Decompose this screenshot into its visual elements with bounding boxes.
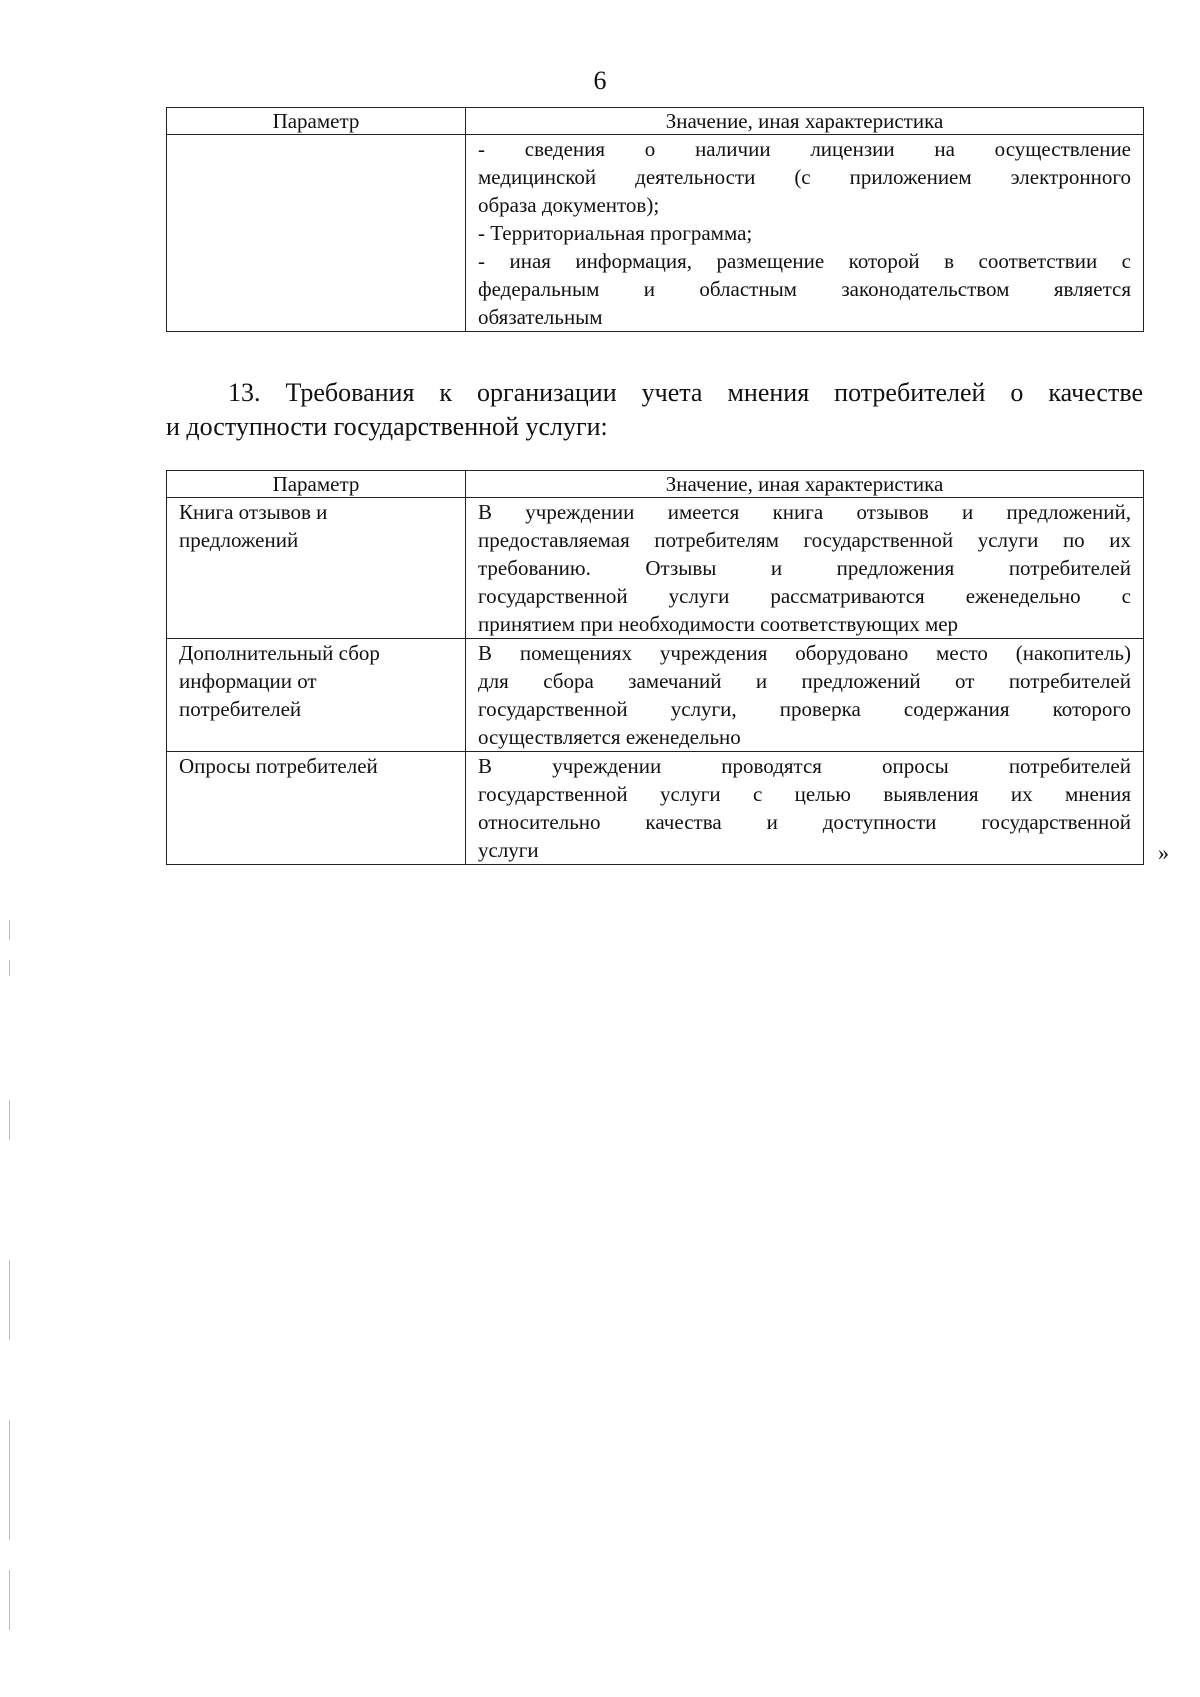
value-line: государственной услуги с целью выявления их мнения [478, 782, 1131, 806]
value-cell [466, 752, 1144, 865]
param-cell [167, 135, 466, 332]
value-line: - сведения о наличии лицензии на осуществление [478, 137, 1131, 161]
page-number: 6 [593, 66, 607, 95]
param-line: потребителей [179, 697, 302, 721]
table-row [167, 135, 1144, 332]
scan-artifact [9, 1420, 10, 1540]
param-line: Дополнительный сбор [179, 641, 380, 665]
value-line: медицинской деятельности (с приложением электронного [478, 165, 1131, 189]
header-value: Значение, иная характеристика [466, 108, 1144, 135]
value-line: относительно качества и доступности государственной [478, 810, 1131, 834]
value-cell [466, 639, 1144, 752]
value-line: государственной услуги, проверка содержания которого [478, 697, 1131, 721]
table-row [167, 639, 1144, 752]
header-parameter: Параметр [167, 471, 466, 498]
value-cell [466, 135, 1144, 332]
scan-artifact [9, 1260, 10, 1340]
value-line: предоставляемая потребителям государственной услуги по их [478, 528, 1131, 552]
param-cell [167, 639, 466, 752]
value-line: образа документов); [478, 193, 660, 217]
scan-artifact [9, 960, 10, 976]
table-row [167, 752, 1144, 865]
value-line: обязательным [478, 305, 603, 329]
param-cell [167, 498, 466, 639]
value-line: В учреждении имеется книга отзывов и предложений, [478, 500, 1131, 524]
table-row [167, 498, 1144, 639]
value-line: - иная информация, размещение которой в соответствии с [478, 249, 1131, 273]
parameters-table-continued [166, 107, 1144, 332]
value-line: для сбора замечаний и предложений от потребителей [478, 669, 1131, 693]
param-line: Опросы потребителей [179, 754, 378, 778]
value-line: В помещениях учреждения оборудовано место (накопитель) [478, 641, 1131, 665]
value-line: государственной услуги рассматриваются еженедельно с [478, 584, 1131, 608]
scan-artifact [9, 1570, 10, 1630]
value-line: В учреждении проводятся опросы потребителей [478, 754, 1131, 778]
value-line: - Территориальная программа; [478, 221, 753, 245]
param-cell [167, 752, 466, 865]
header-value: Значение, иная характеристика [466, 471, 1144, 498]
value-line: принятием при необходимости соответствующих мер [478, 612, 959, 636]
scan-artifact [9, 920, 10, 940]
closing-quote: » [1158, 840, 1169, 865]
header-parameter: Параметр [167, 108, 466, 135]
table-header-row [167, 471, 1144, 498]
table-header-row [167, 108, 1144, 135]
value-line: федеральным и областным законодательством является [478, 277, 1131, 301]
param-line: предложений [179, 528, 299, 552]
param-line: информации от [179, 669, 317, 693]
param-line: Книга отзывов и [179, 500, 328, 524]
section-13-heading [166, 376, 1143, 444]
scan-artifact [9, 1100, 10, 1140]
value-cell [466, 498, 1144, 639]
value-line: требованию. Отзывы и предложения потребителей [478, 556, 1131, 580]
section-13-line-2: и доступности государственной услуги: [166, 412, 608, 441]
value-line: услуги [478, 838, 539, 862]
value-line: осуществляется еженедельно [478, 725, 741, 749]
consumer-opinion-table [166, 470, 1144, 865]
section-13-line-1: 13. Требования к организации учета мнения потребителей о качестве [228, 378, 1143, 407]
